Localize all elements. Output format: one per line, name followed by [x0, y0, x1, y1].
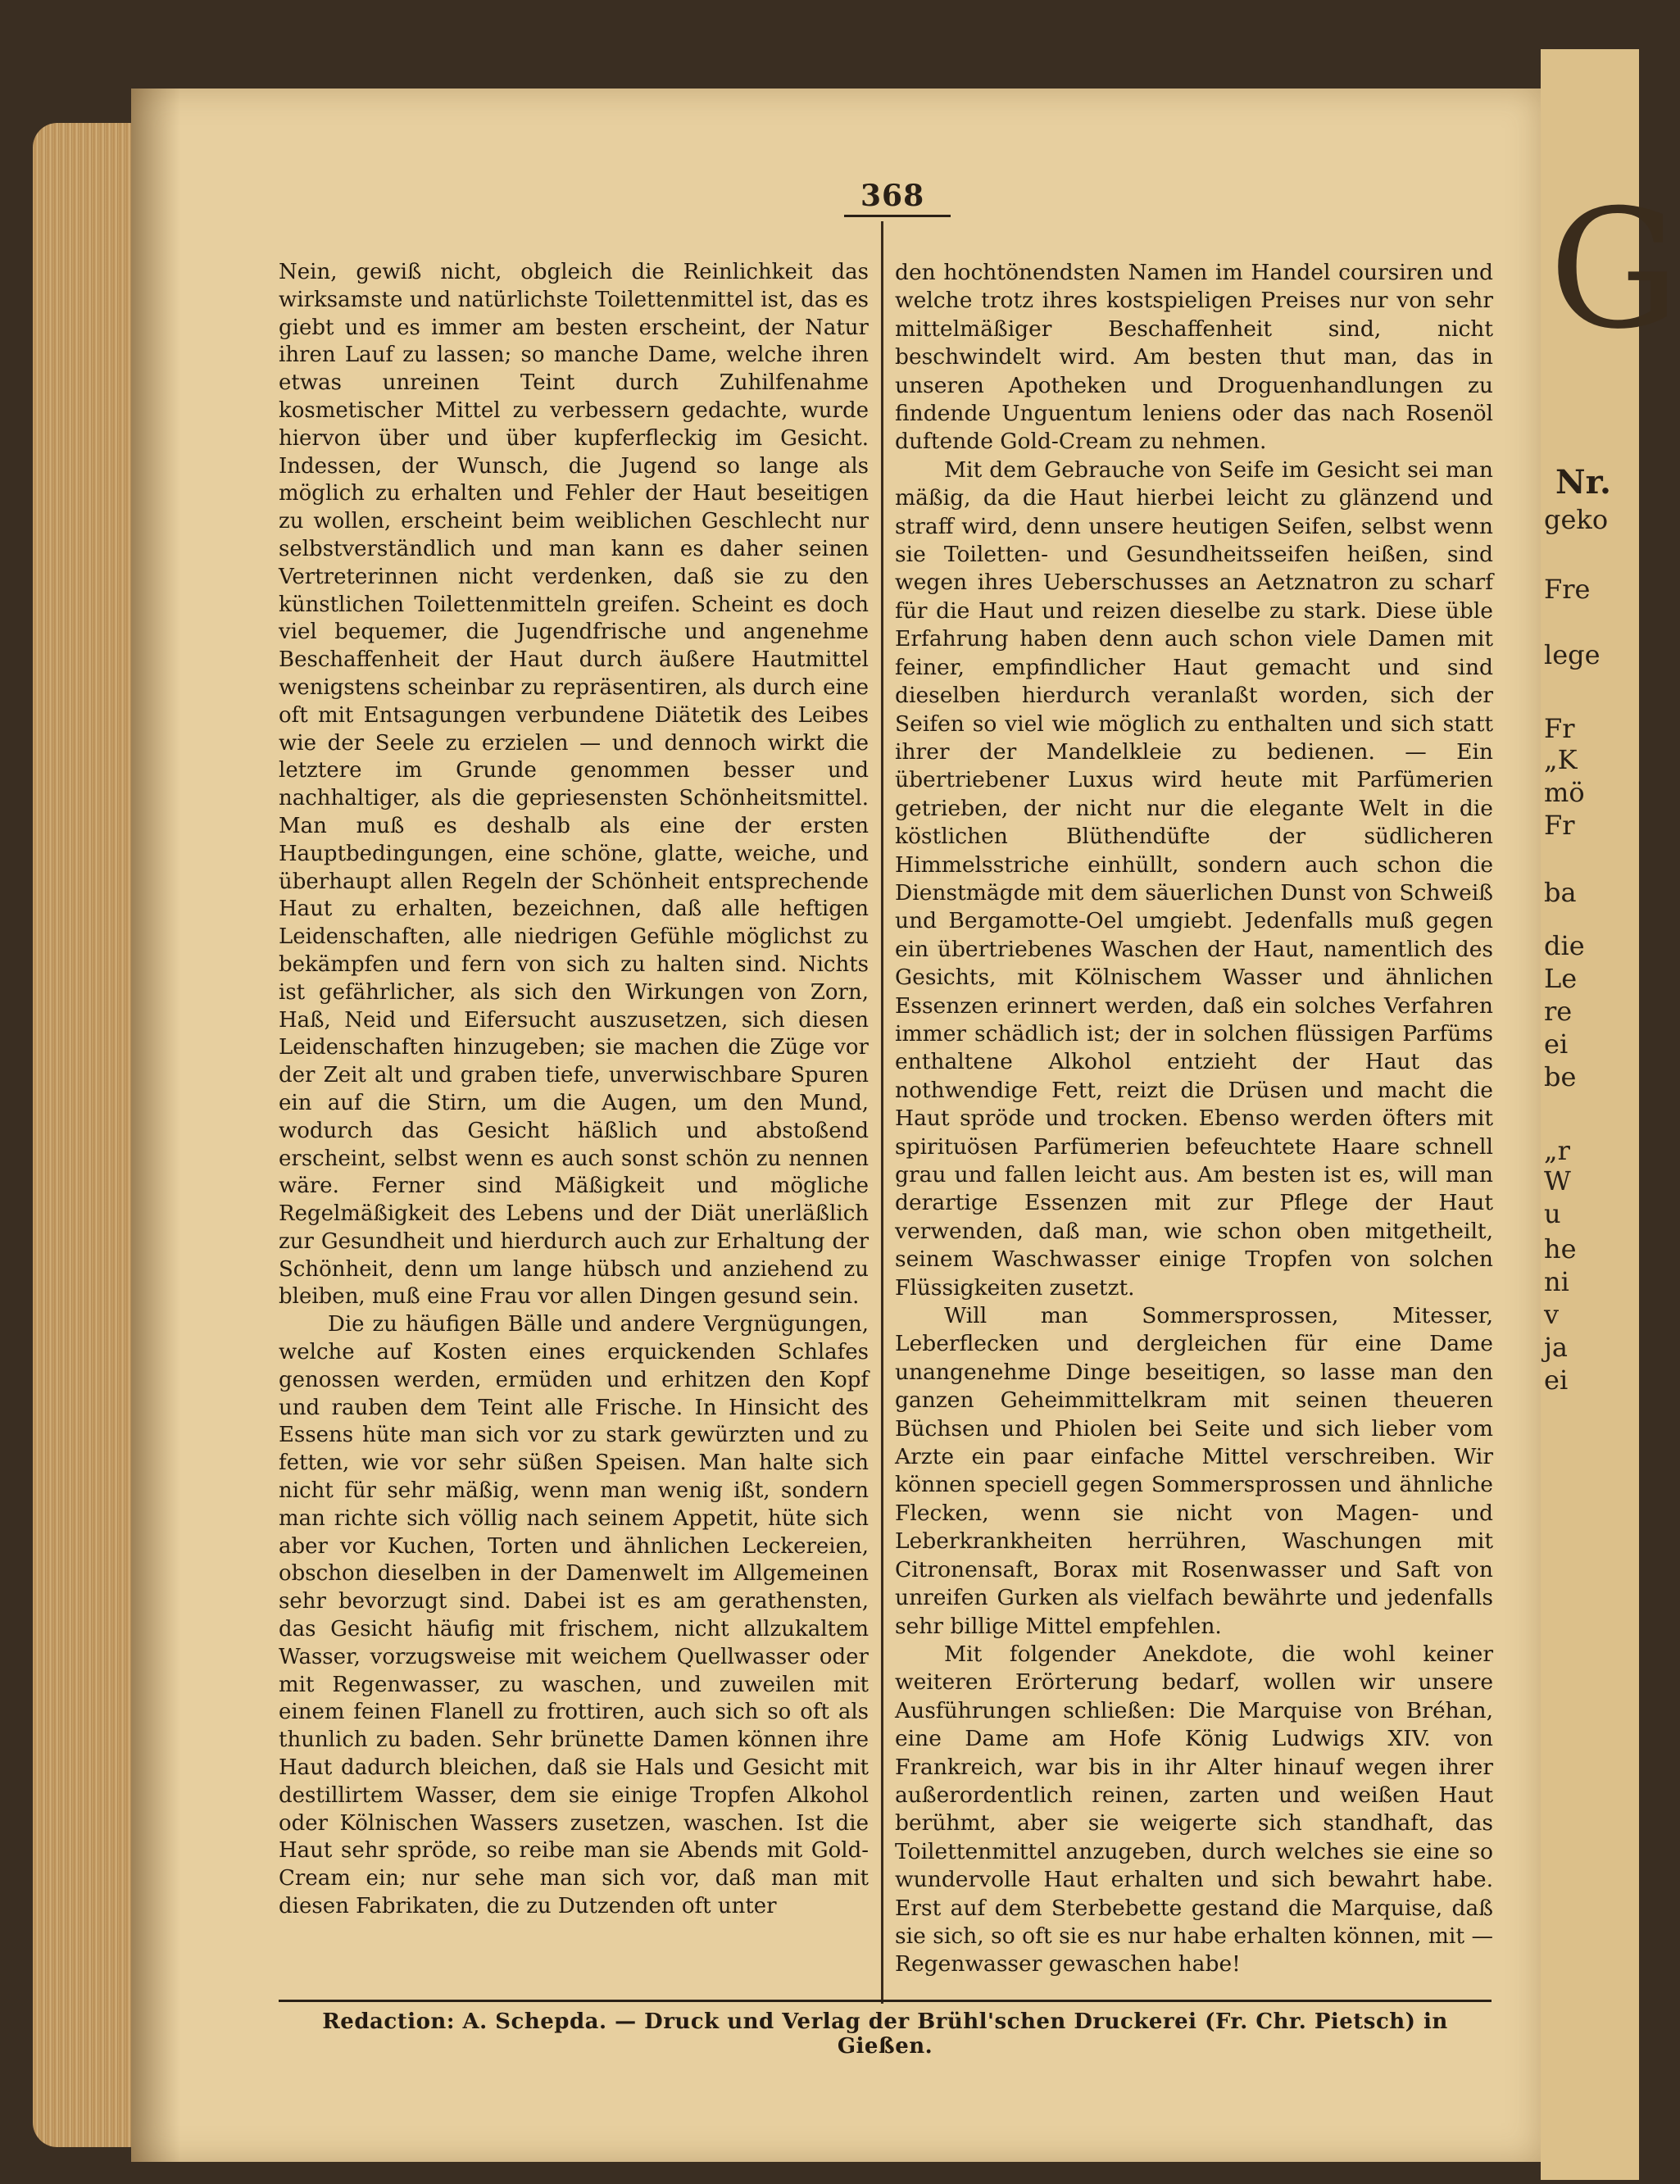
- paragraph: Mit folgender Anekdote, die wohl keiner weiteren Erörterung bedarf, wollen wir unsere Ausführungen schließen: Die Marquise von Bréhan, eine Dame am Hofe König Ludwigs XIV. von Frankreich, war bis in ihr Alter hinauf wegen ihrer außerordentlich reinen, zarten und weißen Haut berühmt, aber sie weigerte sich standhaft, das Toilettenmittel anzugeben, durch welches sie eine so wundervolle Haut erhalten und sich bewahrt habe. Erst auf dem Sterbebette gestand die Marquise, daß sie sich, so oft sie es nur habe erhalten können, mit — Regenwasser gewaschen habe!: [895, 1641, 1493, 1977]
- paragraph: Nein, gewiß nicht, obgleich die Reinlichkeit das wirksamste und natürlichste Toilettenmittel ist, das es giebt und es immer am besten erscheint, der Natur ihren Lauf zu lassen; so manche Dame, welche ihren etwas unreinen Teint durch Zuhilfenahme kosmetischer Mittel zu verbessern gedachte, wurde hiervon über und über kupferfleckig im Gesicht. Indessen, der Wunsch, die Jugend so lange als möglich zu erhalten und Fehler der Haut beseitigen zu wollen, erscheint beim weiblichen Geschlecht nur selbstverständlich und man kann es daher seinen Vertreterinnen nicht verdenken, daß sie zu den künstlichen Toilettenmitteln greifen. Scheint es doch viel bequemer, die Jugendfrische und angenehme Beschaffenheit der Haut durch äußere Hautmittel wenigstens scheinbar zu repräsentiren, als durch eine oft mit Entsagungen verbundene Diätetik des Leibes wie der Seele zu erzielen — und dennoch wirkt die letztere im Grunde genommen besser und nachhaltiger, als die gepriesensten Schönheitsmittel. Man muß es deshalb als eine der ersten Hauptbedingungen, eine schöne, glatte, weiche, und überhaupt allen Regeln der Schönheit entsprechende Haut zu erhalten, bezeichnen, daß alle heftigen Leidenschaften, alle niedrigen Gefühle möglichst zu bekämpfen und fern von sich zu halten sind. Nichts ist gefährlicher, als sich den Wirkungen von Zorn, Haß, Neid und Eifersucht auszusetzen, sich diesen Leidenschaften hinzugeben; sie machen die Züge vor der Zeit alt und graben tiefe, unverwischbare Spuren ein auf die Stirn, um die Augen, um den Mund, wodurch das Gesicht häßlich und abstoßend erscheint, selbst wenn es auch sonst schön zu nennen wäre. Ferner sind Mäßigkeit und mögliche Regelmäßigkeit des Lebens und der Diät unerläßlich zur Gesundheit und hierdurch auch zur Erhaltung der Schönheit, denn um lange hübsch und anziehend zu bleiben, muß eine Frau vor allen Dingen gesund sein.: [279, 260, 869, 1310]
- adjacent-page-fragment: „r: [1544, 1135, 1570, 1166]
- adjacent-page-fragment: lege: [1544, 639, 1601, 670]
- paragraph: Will man Sommersprossen, Mitesser, Leberflecken und dergleichen für eine Dame unangenehme Dinge beseitigen, so lasse man den ganzen Geheimmittelkram mit seinen theueren Büchsen und Phiolen bei Seite und sich lieber vom Arzte ein paar einfache Mittel verschreiben. Wir können speciell gegen Sommersprossen und ähnliche Flecken, wenn sie nicht von Magen- und Leberkrankheiten herrühren, Waschungen mit Citronensaft, Borax mit Rosenwasser und Saft von unreifen Gurken als vielfach bewährte und jedenfalls sehr billige Mittel empfehlen.: [895, 1303, 1493, 1639]
- footer-rule: [279, 2000, 1492, 2002]
- adjacent-page-initial: G: [1549, 175, 1680, 366]
- adjacent-page-nr-label: Nr.: [1555, 463, 1611, 502]
- text-column-left: [279, 259, 869, 1921]
- adjacent-page-fragment: Fre: [1544, 574, 1591, 605]
- text-column-right: [895, 259, 1493, 1979]
- gutter-shadow: [131, 89, 180, 2162]
- adjacent-page-fragment: re: [1544, 996, 1573, 1027]
- adjacent-page-fragment: „K: [1544, 744, 1578, 775]
- adjacent-page-fragment: ni: [1544, 1266, 1569, 1297]
- adjacent-page-fragment: be: [1544, 1061, 1577, 1092]
- adjacent-page-fragment: ei: [1544, 1364, 1569, 1396]
- column-divider: [881, 221, 883, 2004]
- paragraph: den hochtönendsten Namen im Handel coursiren und welche trotz ihres kostspieligen Preises nur von sehr mittelmäßiger Beschaffenheit sind, nicht beschwindelt wird. Am besten thut man, das in unseren Apotheken und Droguenhandlungen zu findende Unguentum leniens oder das nach Rosenöl duftende Gold-Cream zu nehmen.: [895, 260, 1493, 455]
- adjacent-page-fragment: ei: [1544, 1028, 1569, 1060]
- paragraph: Mit dem Gebrauche von Seife im Gesicht sei man mäßig, da die Haut hierbei leicht zu glänzend und straff wird, denn unsere heutigen Seifen, selbst wenn sie Toiletten- und Gesundheitsseifen heißen, sind wegen ihres Ueberschusses an Aetznatron zu scharf für die Haut und reizen dieselbe zu stark. Diese üble Erfahrung haben denn auch schon viele Damen mit feiner, empfindlicher Haut gemacht und sind dieselben hierdurch veranlaßt worden, sich der Seifen so viel wie möglich zu enthalten und sich statt ihrer der Mandelkleie zu bedienen. — Ein übertriebener Luxus wird heute mit Parfümerien getrieben, der nicht nur die elegante Welt in die köstlichen Blüthendüfte der südlicheren Himmelsstriche einhüllt, sondern auch schon die Dienstmägde mit dem säuerlichen Dunst von Schweiß und Bergamotte-Oel umgiebt. Jedenfalls muß gegen ein übertriebenes Waschen der Haut, namentlich des Gesichts, mit Kölnischem Wasser und ähnlichen Essenzen erinnert werden, daß ein solches Verfahren immer schädlich ist; der in solchen flüssigen Parfüms enthaltene Alkohol entzieht der Haut das nothwendige Fett, reizt die Drüsen und macht die Haut spröde und trocken. Ebenso werden öfters mit spirituösen Parfümerien befeuchtete Haare schnell grau und fallen leicht aus. Am besten ist es, will man derartige Essenzen mit zur Pflege der Haut verwenden, daß man, wie schon oben mitgetheilt, seinem Waschwasser einige Tropfen von solchen Flüssigkeiten zusetzt.: [895, 456, 1493, 1301]
- adjacent-page: [1541, 49, 1680, 2180]
- adjacent-page-fragment: he: [1544, 1233, 1577, 1265]
- paragraph: Die zu häufigen Bälle und andere Vergnügungen, welche auf Kosten eines erquickenden Schlafes genossen werden, ermüden und erhitzen den Kopf und rauben dem Teint alle Frische. In Hinsicht des Essens hüte man sich vor zu stark gewürzten und zu fetten, wie vor sehr süßen Speisen. Man halte sich nicht für sehr mäßig, wenn man wenig ißt, sondern man richte sich völlig nach seinem Appetit, hüte sich aber vor Kuchen, Torten und ähnlichen Leckereien, obschon dieselben in der Damenwelt im Allgemeinen sehr bevorzugt sind. Dabei ist es am gerathensten, das Gesicht häufig mit frischem, nicht allzukaltem Wasser, vorzugsweise mit weichem Quellwasser oder mit Regenwasser, zu waschen, und zuweilen mit einem feinen Flanell zu frottiren, auch sich so oft als thunlich zu baden. Sehr brünette Damen können ihre Haut dadurch bleichen, daß sie Hals und Gesicht mit destillirtem Wasser, dem sie einige Tropfen Alkohol oder Kölnischen Wassers zusetzen, waschen. Ist die Haut sehr spröde, so reibe man sie Abends mit Gold-Cream ein; nur sehe man sich vor, daß man mit diesen Fabrikaten, die zu Dutzenden oft unter: [279, 1312, 869, 1919]
- imprint-footer: Redaction: A. Schepda. — Druck und Verlag der Brühl'schen Druckerei (Fr. Chr. Pietsch) in Gießen.: [322, 2009, 1448, 2059]
- adjacent-page-fragment: W: [1544, 1165, 1571, 1196]
- adjacent-page-fragment: geko: [1544, 504, 1609, 535]
- adjacent-page-fragment: Fr: [1544, 810, 1575, 841]
- adjacent-page-fragment: mö: [1544, 777, 1585, 808]
- adjacent-page-fragment: Fr: [1544, 713, 1575, 744]
- adjacent-page-fragment: die: [1544, 930, 1585, 961]
- adjacent-page-fragment: Le: [1544, 963, 1578, 994]
- adjacent-page-fragment: v: [1544, 1299, 1560, 1330]
- page-number: 368: [860, 179, 925, 213]
- adjacent-page-fragment: ja: [1544, 1332, 1568, 1363]
- page-number-rule: [844, 215, 951, 217]
- adjacent-page-fragment: u: [1544, 1198, 1561, 1229]
- adjacent-page-fragment: ba: [1544, 877, 1577, 908]
